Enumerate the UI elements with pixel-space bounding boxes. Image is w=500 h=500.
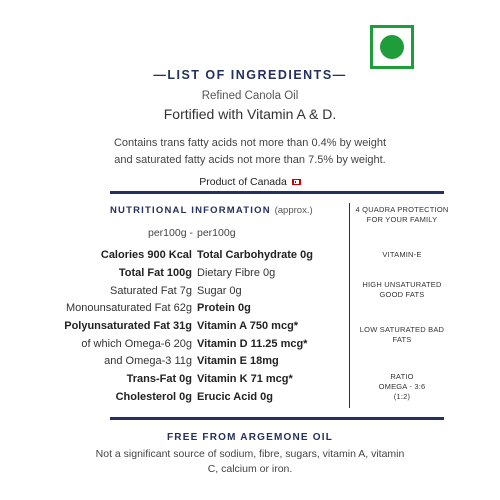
vertical-divider bbox=[349, 203, 350, 408]
omega-ratio-name: OMEGA - 3:6 bbox=[378, 382, 426, 391]
trans-fat-statement bbox=[0, 135, 500, 169]
nutrient-right: Total Carbohydrate 0g bbox=[197, 249, 313, 261]
nutrient-left: Total Fat 100g bbox=[118, 267, 192, 279]
ingredient-name: Refined Canola Oil bbox=[201, 90, 299, 102]
nutrient-right: Vitamin A 750 mcg* bbox=[197, 320, 299, 332]
nutrient-left: Cholesterol 0g bbox=[115, 391, 192, 403]
benefit-vitamin-e: VITAMIN-E bbox=[382, 250, 422, 259]
nutrient-right: Sugar 0g bbox=[197, 285, 242, 297]
omega-ratio-label: RATIO bbox=[390, 372, 414, 381]
top-divider bbox=[110, 191, 444, 194]
canada-flag-icon bbox=[292, 179, 301, 185]
nutrient-right: Dietary Fibre 0g bbox=[197, 267, 276, 279]
argemone-free: FREE FROM ARGEMONE OIL bbox=[166, 432, 334, 443]
bottom-divider bbox=[110, 417, 444, 420]
product-origin-text: Product of Canada bbox=[199, 176, 287, 188]
benefit-omega-ratio bbox=[352, 372, 452, 402]
nutrient-left: and Omega-3 11g bbox=[104, 355, 192, 367]
nutrient-left: Monounsaturated Fat 62g bbox=[66, 302, 192, 314]
nutrient-right: Protein 0g bbox=[197, 302, 251, 314]
trans-fat-line-2: and saturated fatty acids not more than 7.5% by weight. bbox=[114, 154, 386, 166]
product-origin bbox=[0, 176, 500, 188]
table-row bbox=[0, 373, 340, 389]
nutrition-heading bbox=[110, 205, 313, 216]
table-row bbox=[0, 320, 340, 336]
trans-fat-line-1: Contains trans fatty acids not more than 0.4% by weight bbox=[113, 137, 387, 149]
veg-symbol-icon bbox=[370, 25, 414, 69]
benefit-low-saturated: LOW SATURATED BAD FATS bbox=[359, 325, 445, 344]
fortified-line: Fortified with Vitamin A & D. bbox=[163, 106, 337, 122]
nutrition-heading-text: NUTRITIONAL INFORMATION bbox=[110, 205, 271, 216]
nutrient-left: Trans-Fat 0g bbox=[126, 373, 192, 385]
nutrient-right: Erucic Acid 0g bbox=[197, 391, 274, 403]
table-row bbox=[0, 302, 340, 318]
nutrient-right: Vitamin E 18mg bbox=[197, 355, 279, 367]
nutrient-left: Saturated Fat 7g bbox=[110, 285, 192, 297]
table-row bbox=[0, 249, 340, 265]
nutrient-right: Vitamin D 11.25 mcg* bbox=[197, 338, 308, 350]
per-100g-left: per100g - bbox=[148, 227, 193, 239]
ingredients-title: —LIST OF INGREDIENTS— bbox=[153, 68, 347, 82]
table-row bbox=[0, 355, 340, 371]
table-row bbox=[0, 338, 340, 354]
nutrient-left: Polyunsaturated Fat 31g bbox=[64, 320, 192, 332]
nutrition-approx: (approx.) bbox=[274, 205, 313, 216]
veg-dot bbox=[380, 35, 404, 59]
nutrient-left: of which Omega-6 20g bbox=[81, 338, 192, 350]
benefit-quadra-protection: 4 QUADRA PROTECTION FOR YOUR FAMILY bbox=[355, 205, 449, 224]
nutrient-left: Calories 900 Kcal bbox=[100, 249, 192, 261]
omega-ratio-value: (1:2) bbox=[393, 392, 411, 401]
per-100g-right: per100g bbox=[197, 227, 236, 239]
table-row bbox=[0, 285, 340, 301]
table-row bbox=[0, 391, 340, 407]
benefit-unsaturated-fats: HIGH UNSATURATED GOOD FATS bbox=[362, 280, 442, 299]
nutrient-right: Vitamin K 71 mcg* bbox=[197, 373, 293, 385]
table-row bbox=[0, 267, 340, 283]
nutrition-note: Not a significant source of sodium, fibre, sugars, vitamin A, vitamin C, calcium or iron. bbox=[95, 448, 405, 475]
